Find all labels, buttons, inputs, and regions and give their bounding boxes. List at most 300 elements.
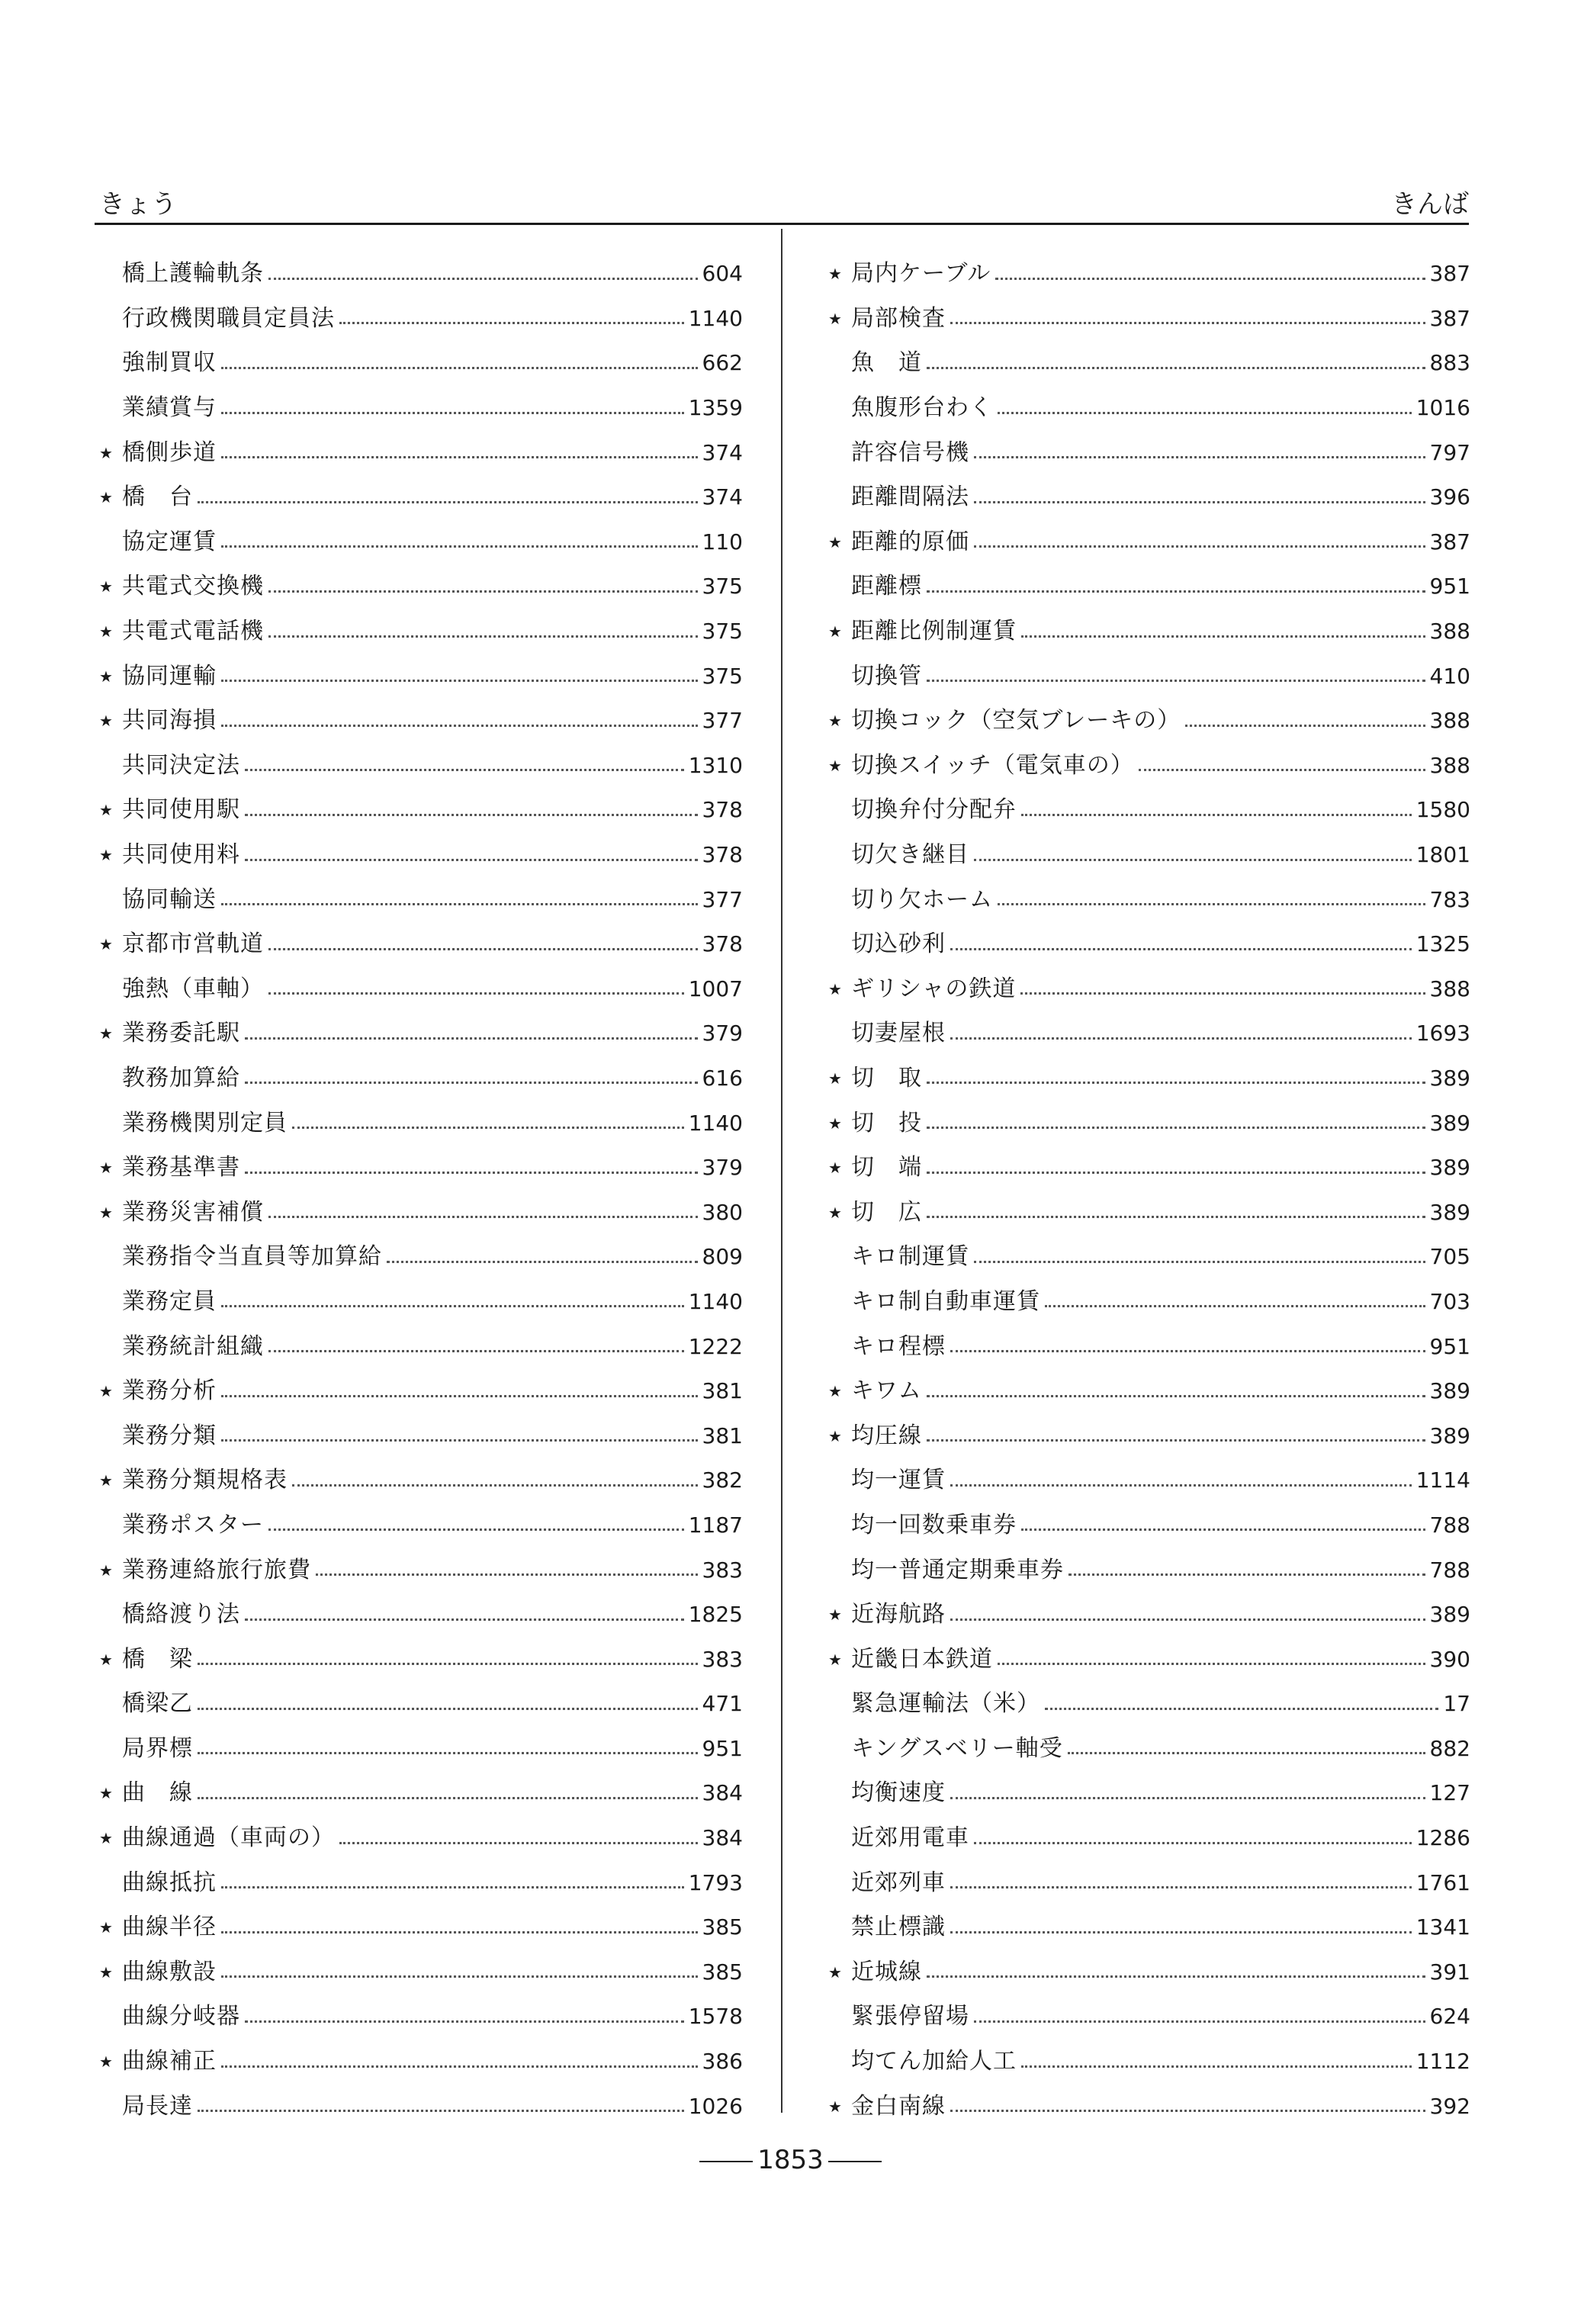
entry-page-number: 386	[702, 2049, 743, 2075]
star-mark: ★	[828, 1159, 842, 1178]
entry-page-number: 1310	[688, 752, 743, 778]
dot-leader	[974, 1261, 1425, 1263]
entry-page-number: 392	[1429, 2093, 1470, 2119]
index-entry	[825, 1458, 1470, 1503]
entry-page-number: 17	[1443, 1691, 1470, 1717]
entry-page-number: 383	[702, 1557, 743, 1583]
dot-leader	[1185, 725, 1425, 727]
entry-page-number: 377	[702, 886, 743, 912]
dot-leader	[927, 1439, 1425, 1442]
entry-page-number: 1825	[688, 1602, 743, 1628]
entry-page-number: 1140	[688, 305, 743, 331]
entry-page-number: 809	[702, 1244, 743, 1270]
entry-term: 切り欠ホーム	[851, 886, 993, 913]
star-mark: ★	[828, 1962, 842, 1982]
dot-leader	[950, 1618, 1425, 1621]
entry-term: 橋上護輪軌条	[122, 260, 264, 288]
entry-term: 切 取	[851, 1064, 922, 1091]
dot-leader	[292, 1484, 698, 1487]
left-index-column	[96, 252, 743, 2129]
entry-page-number: 379	[702, 1155, 743, 1181]
dot-leader	[950, 1886, 1412, 1888]
dot-leader	[1021, 814, 1412, 816]
entry-page-number: 389	[1429, 1199, 1470, 1225]
index-entry	[825, 297, 1470, 342]
entry-term: 業務分類	[122, 1422, 217, 1449]
dot-leader	[950, 1037, 1412, 1040]
entry-term: 魚 道	[851, 349, 922, 377]
dot-leader	[1139, 769, 1425, 771]
dot-leader	[198, 501, 698, 503]
dot-leader	[221, 1439, 698, 1442]
entry-term: 共電式交換機	[122, 573, 264, 600]
star-mark: ★	[99, 712, 113, 731]
index-entry	[96, 1995, 743, 2040]
dot-leader	[1068, 1573, 1425, 1576]
entry-page-number: 1801	[1416, 842, 1470, 868]
index-entry	[825, 1593, 1470, 1638]
entry-term: キロ程標	[851, 1332, 946, 1360]
dot-leader	[245, 1037, 698, 1040]
dot-leader	[198, 1708, 698, 1710]
index-entry	[96, 1637, 743, 1682]
entry-term: 業務分析	[122, 1377, 217, 1405]
index-entry	[96, 1235, 743, 1280]
index-entry	[825, 1816, 1470, 1861]
entry-page-number: 375	[702, 663, 743, 689]
index-entry	[96, 430, 743, 475]
dot-leader	[221, 367, 698, 369]
dot-leader	[998, 903, 1425, 905]
star-mark: ★	[99, 1962, 113, 1982]
star-mark: ★	[828, 309, 842, 328]
entry-term: 切 広	[851, 1198, 922, 1226]
entry-page-number: 1140	[688, 1110, 743, 1136]
entry-term: 局部検査	[851, 304, 946, 332]
dot-leader	[268, 590, 698, 593]
index-entry	[825, 475, 1470, 520]
entry-term: 強熱（車軸）	[122, 975, 264, 1002]
entry-page-number: 381	[702, 1378, 743, 1404]
index-entry	[825, 386, 1470, 431]
entry-term: 近城線	[851, 1958, 922, 1985]
index-entry	[825, 1280, 1470, 1325]
entry-term: 距離標	[851, 573, 922, 600]
entry-page-number: 1359	[688, 395, 743, 421]
star-mark: ★	[828, 1606, 842, 1625]
index-entry	[96, 1593, 743, 1638]
star-mark: ★	[828, 532, 842, 551]
entry-term: 均衡速度	[851, 1779, 946, 1807]
entry-page-number: 616	[702, 1065, 743, 1091]
index-entry	[96, 2040, 743, 2085]
dot-leader	[221, 903, 698, 905]
dot-leader	[221, 412, 684, 414]
index-entry	[96, 609, 743, 654]
index-entry	[825, 609, 1470, 654]
entry-term: 近郊用電車	[851, 1824, 969, 1852]
entry-term: 業務定員	[122, 1287, 217, 1315]
dot-leader	[927, 1172, 1425, 1174]
index-entry	[96, 877, 743, 922]
column-divider	[781, 229, 782, 2113]
star-mark: ★	[828, 756, 842, 775]
entry-page-number: 384	[702, 1825, 743, 1851]
star-mark: ★	[828, 712, 842, 731]
entry-page-number: 1222	[688, 1333, 743, 1359]
entry-term: 切妻屋根	[851, 1020, 946, 1047]
star-mark: ★	[828, 2097, 842, 2116]
index-entry	[96, 1548, 743, 1593]
dot-leader	[268, 278, 698, 280]
dot-leader	[292, 1127, 684, 1129]
dot-leader	[1045, 1708, 1438, 1710]
dot-leader	[245, 814, 698, 816]
dot-leader	[927, 1082, 1425, 1084]
entry-page-number: 377	[702, 708, 743, 734]
index-entry	[96, 1190, 743, 1235]
entry-term: 強制買収	[122, 349, 217, 377]
index-entry	[825, 1771, 1470, 1816]
entry-term: 均一運賃	[851, 1467, 946, 1494]
page-number: 1853	[757, 2145, 824, 2175]
entry-term: 曲 線	[122, 1779, 193, 1807]
entry-page-number: 604	[702, 261, 743, 287]
entry-page-number: 388	[1429, 708, 1470, 734]
dot-leader	[245, 2020, 684, 2023]
entry-term: 業務基準書	[122, 1154, 240, 1181]
index-entry	[96, 1324, 743, 1369]
entry-term: 切換スイッチ（電気車の）	[851, 751, 1134, 779]
dot-leader	[950, 2110, 1425, 2112]
dot-leader	[221, 680, 698, 682]
entry-page-number: 1286	[1416, 1825, 1470, 1851]
entry-term: 協定運賃	[122, 528, 217, 555]
index-entry	[96, 475, 743, 520]
index-entry	[825, 699, 1470, 744]
index-entry	[96, 564, 743, 609]
entry-term: 均圧線	[851, 1422, 922, 1449]
entry-page-number: 389	[1429, 1422, 1470, 1448]
dot-leader	[927, 590, 1425, 593]
entry-term: 協同輸送	[122, 886, 217, 913]
index-entry	[96, 2084, 743, 2129]
star-mark: ★	[99, 1203, 113, 1222]
star-mark: ★	[99, 577, 113, 596]
entry-term: 距離比例制運賃	[851, 618, 1017, 645]
entry-term: 業務委託駅	[122, 1020, 240, 1047]
dot-leader	[974, 859, 1412, 861]
index-entry	[825, 1548, 1470, 1593]
entry-term: 切 投	[851, 1109, 922, 1136]
entry-page-number: 1007	[688, 976, 743, 1001]
star-mark: ★	[99, 1829, 113, 1848]
entry-term: 共同海損	[122, 707, 217, 734]
dot-leader	[950, 322, 1425, 324]
index-entry	[96, 1011, 743, 1056]
dot-leader	[974, 1842, 1412, 1844]
page-footer	[0, 2145, 1581, 2175]
right-index-column	[825, 252, 1470, 2129]
index-entry	[825, 1995, 1470, 2040]
dot-leader	[974, 456, 1425, 458]
entry-term: 京都市営軌道	[122, 931, 264, 958]
index-entry	[96, 341, 743, 386]
entry-page-number: 387	[1429, 529, 1470, 554]
index-entry	[825, 922, 1470, 967]
star-mark: ★	[99, 1024, 113, 1043]
entry-page-number: 380	[702, 1199, 743, 1225]
entry-term: 共同決定法	[122, 751, 240, 779]
index-entry	[96, 788, 743, 833]
star-mark: ★	[99, 667, 113, 686]
entry-page-number: 951	[1429, 574, 1470, 599]
index-entry	[825, 833, 1470, 878]
header-left-guide-word: きょう	[99, 189, 177, 220]
entry-page-number: 1693	[1416, 1021, 1470, 1046]
star-mark: ★	[828, 1382, 842, 1401]
entry-term: 近海航路	[851, 1601, 946, 1628]
star-mark: ★	[99, 801, 113, 820]
index-entry	[96, 1146, 743, 1191]
dot-leader	[950, 1350, 1425, 1352]
entry-page-number: 384	[702, 1780, 743, 1806]
entry-page-number: 387	[1429, 305, 1470, 331]
entry-term: 均てん加給人工	[851, 2048, 1017, 2075]
index-entry	[96, 1056, 743, 1101]
entry-term: 局内ケーブル	[851, 260, 991, 288]
entry-term: 業務分類規格表	[122, 1467, 288, 1494]
dot-leader	[221, 1931, 698, 1933]
dot-leader	[221, 545, 698, 548]
dot-leader	[950, 1484, 1412, 1487]
dot-leader	[268, 1350, 684, 1352]
entry-term: 曲線分岐器	[122, 2003, 240, 2030]
star-mark: ★	[99, 1561, 113, 1580]
dot-leader	[1021, 635, 1425, 638]
star-mark: ★	[828, 1426, 842, 1445]
dot-leader	[339, 1842, 698, 1844]
entry-term: キングスベリー軸受	[851, 1734, 1063, 1762]
index-entry	[825, 877, 1470, 922]
dot-leader	[221, 1886, 684, 1888]
index-entry	[825, 2084, 1470, 2129]
entry-term: 橋絡渡り法	[122, 1601, 240, 1628]
dot-leader	[998, 412, 1412, 414]
dot-leader	[221, 1395, 698, 1397]
dot-leader	[1021, 1528, 1425, 1531]
footer-dash-left	[699, 2161, 753, 2162]
index-entry	[825, 1369, 1470, 1414]
dot-leader	[268, 992, 684, 995]
entry-page-number: 389	[1429, 1065, 1470, 1091]
dot-leader	[927, 1975, 1425, 1978]
entry-page-number: 110	[702, 529, 743, 554]
entry-term: 橋梁乙	[122, 1690, 193, 1718]
entry-term: 許容信号機	[851, 439, 969, 466]
dot-leader	[927, 1127, 1425, 1129]
index-entry	[96, 1816, 743, 1861]
entry-term: 距離間隔法	[851, 484, 969, 511]
index-entry	[96, 1771, 743, 1816]
index-entry	[825, 1056, 1470, 1101]
entry-term: キワム	[851, 1377, 922, 1405]
entry-page-number: 703	[1429, 1288, 1470, 1314]
dot-leader	[927, 1216, 1425, 1218]
star-mark: ★	[99, 935, 113, 954]
entry-page-number: 381	[702, 1422, 743, 1448]
index-entry	[825, 430, 1470, 475]
star-mark: ★	[828, 1114, 842, 1133]
entry-term: 協同運輸	[122, 662, 217, 689]
star-mark: ★	[99, 846, 113, 865]
entry-term: 業務連絡旅行旅費	[122, 1556, 311, 1583]
dot-leader	[198, 1797, 698, 1799]
entry-page-number: 1761	[1416, 1869, 1470, 1895]
index-entry	[96, 1280, 743, 1325]
index-entry	[825, 1146, 1470, 1191]
entry-page-number: 388	[1429, 976, 1470, 1001]
index-entry	[96, 1503, 743, 1548]
star-mark: ★	[99, 1382, 113, 1401]
index-entry	[825, 1413, 1470, 1458]
entry-term: 橋 台	[122, 484, 193, 511]
index-entry	[825, 1637, 1470, 1682]
index-entry	[96, 520, 743, 565]
entry-page-number: 379	[702, 1021, 743, 1046]
index-entry	[825, 1860, 1470, 1905]
entry-term: 切欠き継目	[851, 841, 969, 869]
dot-leader	[198, 1663, 698, 1665]
index-entry	[825, 1324, 1470, 1369]
entry-term: 曲線敷設	[122, 1958, 217, 1985]
dot-leader	[387, 1261, 698, 1263]
index-entry	[825, 744, 1470, 789]
entry-term: 局長達	[122, 2092, 193, 2120]
dot-leader	[950, 1931, 1412, 1933]
dot-leader	[245, 859, 698, 861]
entry-term: 緊急運輸法（米）	[851, 1690, 1040, 1718]
footer-dash-right	[828, 2161, 882, 2162]
header-right-guide-word: きんば	[1391, 189, 1469, 220]
index-entry	[825, 1503, 1470, 1548]
entry-term: 橋側歩道	[122, 439, 217, 466]
index-entry	[96, 1905, 743, 1950]
dot-leader	[198, 2110, 684, 2112]
index-entry	[96, 1682, 743, 1727]
entry-page-number: 1026	[688, 2093, 743, 2119]
index-entry	[96, 744, 743, 789]
dot-leader	[1021, 2065, 1412, 2068]
entry-page-number: 378	[702, 931, 743, 957]
star-mark: ★	[99, 1159, 113, 1178]
dot-leader	[950, 1797, 1425, 1799]
dot-leader	[268, 948, 698, 950]
star-mark: ★	[99, 1650, 113, 1669]
entry-page-number: 788	[1429, 1512, 1470, 1538]
entry-term: 近郊列車	[851, 1869, 946, 1896]
entry-page-number: 375	[702, 574, 743, 599]
star-mark: ★	[99, 1784, 113, 1803]
index-entry	[96, 654, 743, 699]
index-entry	[96, 1727, 743, 1772]
star-mark: ★	[828, 1069, 842, 1088]
dot-leader	[998, 1663, 1425, 1665]
index-entry	[96, 1950, 743, 1995]
entry-page-number: 662	[702, 350, 743, 376]
entry-term: 切換管	[851, 662, 922, 689]
entry-page-number: 1580	[1416, 797, 1470, 823]
index-entry	[96, 297, 743, 342]
entry-page-number: 378	[702, 842, 743, 868]
entry-page-number: 1578	[688, 2004, 743, 2030]
entry-term: キロ制運賃	[851, 1243, 969, 1271]
entry-term: 業務災害補償	[122, 1198, 264, 1226]
entry-term: 曲線通過（車両の）	[122, 1824, 335, 1852]
entry-page-number: 951	[702, 1735, 743, 1761]
entry-term: 業務統計組織	[122, 1332, 264, 1360]
index-entry	[825, 1950, 1470, 1995]
index-entry	[825, 252, 1470, 297]
entry-term: ギリシャの鉄道	[851, 975, 1017, 1002]
entry-page-number: 1341	[1416, 1914, 1470, 1940]
entry-term: 切込砂利	[851, 931, 946, 958]
entry-page-number: 797	[1429, 439, 1470, 465]
dot-leader	[950, 948, 1412, 950]
entry-page-number: 1793	[688, 1869, 743, 1895]
entry-term: 均一普通定期乗車券	[851, 1556, 1064, 1583]
dot-leader	[268, 635, 698, 638]
entry-term: 切換コック（空気ブレーキの）	[851, 707, 1181, 734]
entry-page-number: 396	[1429, 484, 1470, 510]
star-mark: ★	[99, 488, 113, 507]
dot-leader	[221, 456, 698, 458]
star-mark: ★	[828, 1203, 842, 1222]
entry-page-number: 390	[1429, 1646, 1470, 1672]
dot-leader	[927, 680, 1425, 682]
entry-term: 切 端	[851, 1154, 922, 1181]
dot-leader	[974, 501, 1425, 503]
entry-term: 共同使用駅	[122, 796, 240, 824]
star-mark: ★	[99, 443, 113, 462]
star-mark: ★	[828, 1650, 842, 1669]
entry-page-number: 624	[1429, 2004, 1470, 2030]
entry-page-number: 705	[1429, 1244, 1470, 1270]
dot-leader	[1020, 992, 1425, 995]
entry-page-number: 788	[1429, 1557, 1470, 1583]
entry-term: 共電式電話機	[122, 618, 264, 645]
entry-term: 曲線抵抗	[122, 1869, 217, 1896]
entry-page-number: 410	[1429, 663, 1470, 689]
dot-leader	[927, 1395, 1425, 1397]
index-entry	[96, 386, 743, 431]
star-mark: ★	[99, 1918, 113, 1937]
index-entry	[825, 1905, 1470, 1950]
index-entry	[825, 1682, 1470, 1727]
dot-leader	[198, 1752, 698, 1754]
entry-page-number: 127	[1429, 1780, 1470, 1806]
entry-page-number: 388	[1429, 619, 1470, 644]
entry-term: 近畿日本鉄道	[851, 1645, 993, 1673]
entry-term: 距離的原価	[851, 528, 969, 555]
index-entry	[96, 833, 743, 878]
entry-page-number: 1114	[1416, 1467, 1470, 1493]
index-entry	[96, 1413, 743, 1458]
dot-leader	[245, 769, 684, 771]
entry-term: 局界標	[122, 1734, 193, 1762]
index-entry	[825, 564, 1470, 609]
entry-page-number: 375	[702, 619, 743, 644]
